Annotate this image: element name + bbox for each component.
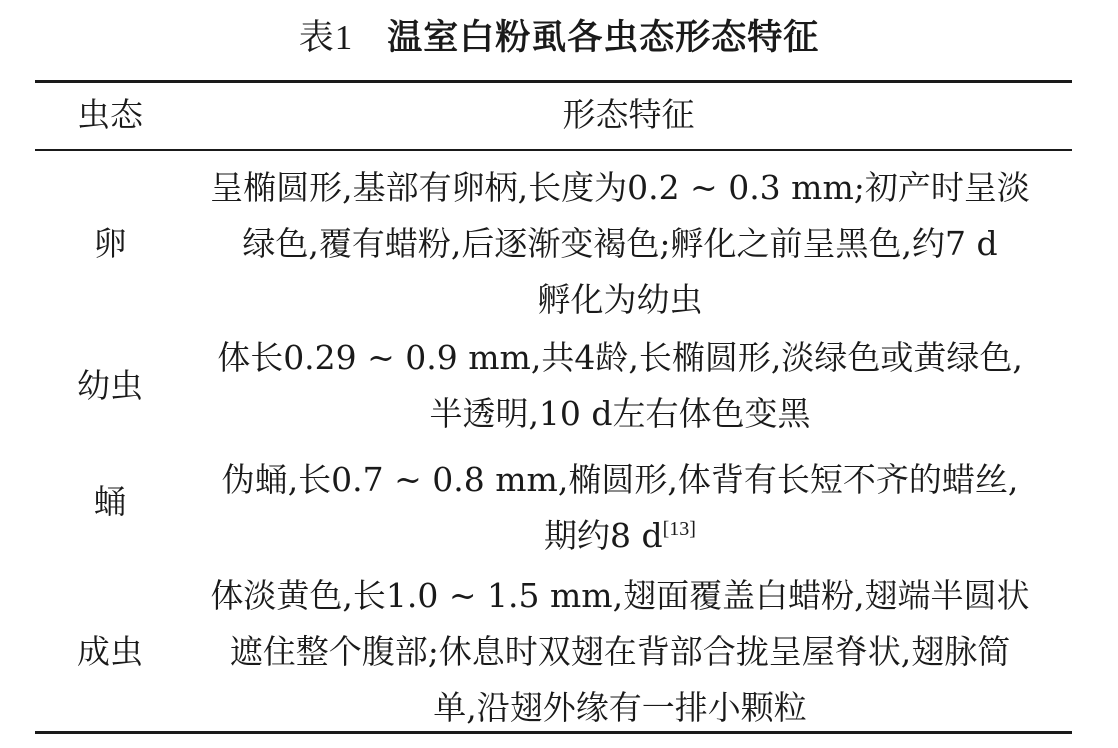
description-line: 体淡黄色,长1.0 ~ 1.5 mm,翅面覆盖白蜡粉,翅端半圆状 (210, 576, 1030, 615)
description-cell (185, 452, 1055, 569)
description-cell (185, 160, 1055, 328)
description-line: 绿色,覆有蜡粉,后逐渐变褐色;孵化之前呈黑色,约7 d (242, 224, 998, 263)
description-cell (185, 568, 1055, 736)
stage-cell: 幼虫 (77, 366, 143, 405)
stage-cell: 成虫 (77, 632, 143, 671)
table-number: 表1 (298, 18, 354, 57)
description-text: 期约8 d (544, 516, 663, 555)
description-line (185, 508, 1055, 569)
top-rule (35, 80, 1072, 83)
description-line: 遮住整个腹部;休息时双翅在背部合拢呈屋脊状,翅脉简 (229, 632, 1011, 671)
table-caption: 温室白粉虱各虫态形态特征 (387, 18, 820, 58)
citation-reference: [13] (662, 518, 696, 540)
description-line: 呈椭圆形,基部有卵柄,长度为0.2 ~ 0.3 mm;初产时呈淡 (210, 168, 1030, 207)
description-line: 体长0.29 ~ 0.9 mm,共4龄,长椭圆形,淡绿色或黄绿色, (217, 338, 1023, 377)
stage-cell: 蛹 (93, 482, 127, 521)
bottom-rule (35, 731, 1072, 734)
table-row-adult (35, 568, 1072, 736)
description-line: 孵化为幼虫 (537, 280, 703, 319)
description-line: 单,沿翅外缘有一排小颗粒 (433, 688, 807, 727)
table-row-nymph (35, 330, 1072, 442)
stage-cell: 卵 (93, 224, 127, 263)
header-rule (35, 149, 1072, 151)
table-row-pupa (35, 452, 1072, 564)
table-title (0, 14, 1118, 62)
description-cell (185, 330, 1055, 442)
header-stage: 虫态 (77, 95, 143, 134)
description-line: 半透明,10 d左右体色变黑 (429, 394, 811, 433)
description-line: 伪蛹,长0.7 ~ 0.8 mm,椭圆形,体背有长短不齐的蜡丝, (221, 460, 1019, 499)
table-row-egg (35, 160, 1072, 328)
header-characteristics: 形态特征 (562, 95, 695, 134)
